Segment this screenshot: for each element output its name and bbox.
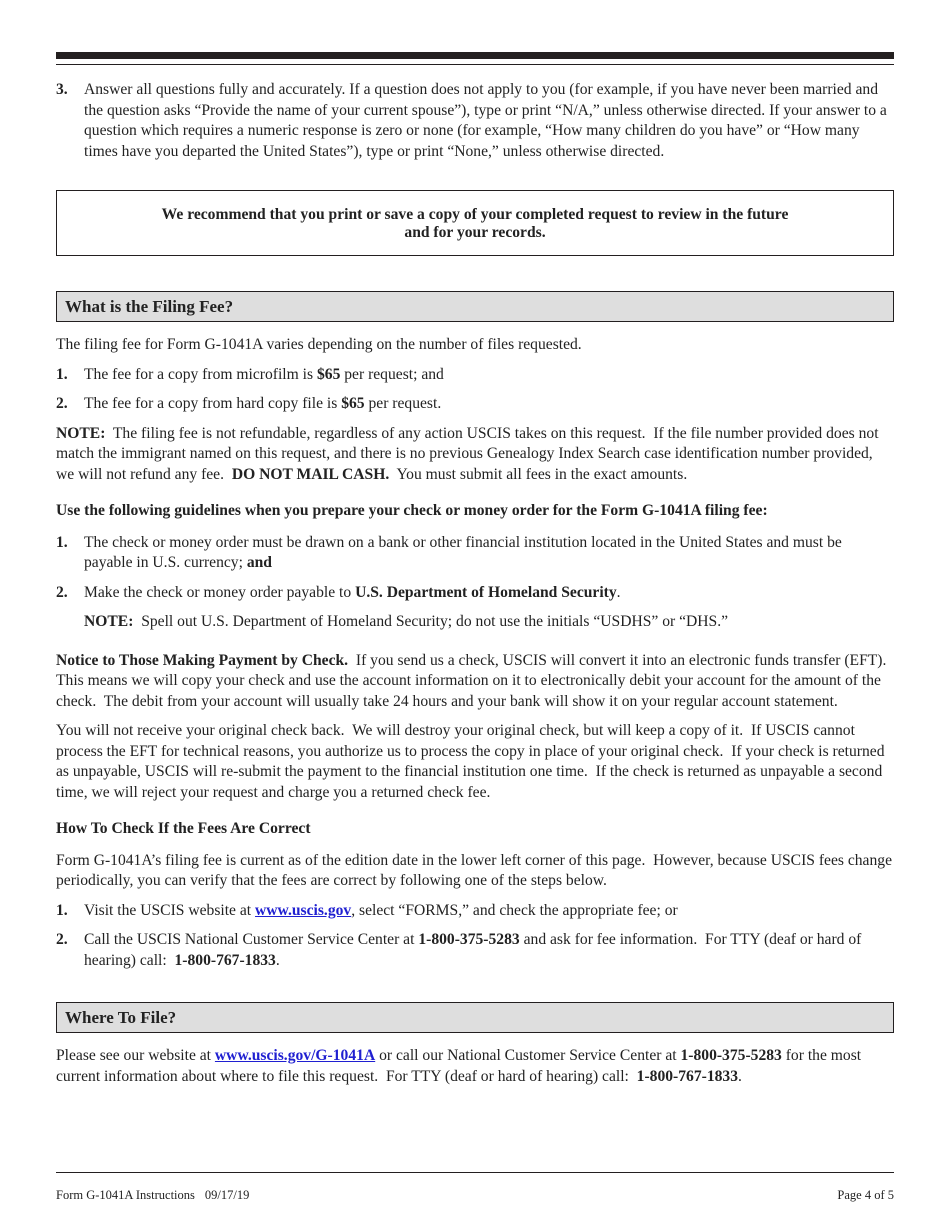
note-label: NOTE: xyxy=(84,613,134,630)
item-number: 1. xyxy=(56,533,68,551)
item-text: The fee for a copy from microfilm is $65 per request; and xyxy=(84,365,444,383)
item-text: Answer all questions fully and accurately. If a question does not apply to you (for example, if you have never been married and the question asks “Provide the name of your current spouse”), type or print “N/A,” unless otherwise directed. If your answer to a question which requires a numeric response is zero or none (for example, “How many children do you have” or “How many times have you departed the United States”), type or print “None,” unless otherwise directed. xyxy=(84,81,887,160)
guideline-item-2 xyxy=(56,583,894,604)
item-text: Call the USCIS National Customer Service Center at 1-800-375-5283 and ask for fee information. For TTY (deaf or hard of hearing) call: 1-800-767-1833. xyxy=(84,931,866,969)
section-header-filing-fee: What is the Filing Fee? xyxy=(56,291,894,322)
tty-number: 1-800-767-1833 xyxy=(174,951,276,969)
footer-form-name: Form G-1041A Instructions xyxy=(56,1188,195,1202)
item-number: 2. xyxy=(56,395,68,412)
fee-item-1 xyxy=(56,365,894,386)
footer-page-number: Page 4 of 5 xyxy=(837,1188,894,1202)
check-payment-notice: Notice to Those Making Payment by Check. If you send us a check, USCIS will convert it into an electronic funds transfer (EFT). This means we will copy your check and use the account information on it to electronically debit your account for the amount of the check. The debit from your account will usually take 24 hours and your bank will show it on your regular account statement. xyxy=(56,651,894,710)
footer-edition-date: 09/17/19 xyxy=(204,1188,250,1202)
recommendation-line-1: We recommend that you print or save a copy of your completed request to review in the future xyxy=(161,206,789,223)
fee-amount: $65 xyxy=(341,395,365,412)
where-to-file-text: Please see our website at www.uscis.gov/G-1041A or call our National Customer Service Center at 1-800-375-5283 for the most current information about where to file this request. For TTY (deaf or hard of hearing) call: 1-800-767-1833. xyxy=(56,1047,866,1085)
uscis-website-link[interactable]: www.uscis.gov xyxy=(255,901,352,919)
item-text: Visit the USCIS website at www.uscis.gov, select “FORMS,” and check the appropriate fee; or xyxy=(84,901,678,919)
check-return-paragraph: You will not receive your original check back. We will destroy your original check, but will keep a copy of it. If USCIS cannot process the EFT for technical reasons, you authorize us to process the copy in place of your original check. If your check is returned as unpayable, USCIS will re-submit the payment to the financial institution one time. If the check is returned as unpayable a second time, we will reject your request and charge you a returned check fee. xyxy=(56,722,889,801)
notice-label: Notice to Those Making Payment by Check. xyxy=(56,651,349,669)
section-header-where-to-file: Where To File? xyxy=(56,1002,894,1033)
fee-amount: $65 xyxy=(316,365,341,383)
phone-number: 1-800-375-5283 xyxy=(418,931,520,948)
top-rule-thin xyxy=(56,64,894,65)
guidelines-heading: Use the following guidelines when you prepare your check or money order for the Form G-1041A filing fee: xyxy=(56,502,768,519)
item-number: 1. xyxy=(56,365,68,383)
recommendation-box xyxy=(56,190,894,256)
verify-item-2 xyxy=(56,930,894,971)
footer-form-info xyxy=(56,1185,249,1206)
verify-fees-intro: Form G-1041A’s filing fee is current as of the edition date in the lower left corner of this page. However, because USCIS fees change periodically, you can verify that the fees are correct by following one of the steps below. xyxy=(56,851,896,889)
g1041a-website-link[interactable]: www.uscis.gov/G-1041A xyxy=(214,1047,376,1064)
payee-name: U.S. Department of Homeland Security xyxy=(355,583,617,601)
guideline-item-1 xyxy=(56,533,894,574)
filing-fee-intro: The filing fee for Form G-1041A varies depending on the number of files requested. xyxy=(56,336,582,353)
top-rule-thick xyxy=(56,52,894,59)
recommendation-line-2: and for your records. xyxy=(404,223,546,241)
verify-item-1 xyxy=(56,901,894,922)
item-text: The fee for a copy from hard copy file is $65 per request. xyxy=(84,395,442,412)
note-label: NOTE: xyxy=(56,424,106,442)
payee-note: NOTE: Spell out U.S. Department of Homeland Security; do not use the initials “USDHS” or “DHS.” xyxy=(84,613,729,630)
footer-rule xyxy=(56,1172,894,1173)
item-number: 2. xyxy=(56,931,68,948)
item-text: The check or money order must be drawn on a bank or other financial institution located in the United States and must be payable in U.S. currency; and xyxy=(84,533,842,571)
item-number: 3. xyxy=(56,81,68,98)
verify-fees-heading: How To Check If the Fees Are Correct xyxy=(56,820,311,837)
fee-item-2 xyxy=(56,394,894,415)
item-number: 2. xyxy=(56,583,68,601)
fee-note: NOTE: The filing fee is not refundable, regardless of any action USCIS takes on this request. If the file number provided does not match the immigrant named on this request, and there is no previous Genealogy Index Search case identification number provided, we will not refund any fee. DO NOT MAIL CASH. You must submit all fees in the exact amounts. xyxy=(56,424,883,483)
instruction-item-3 xyxy=(56,80,894,162)
phone-number: 1-800-375-5283 xyxy=(680,1047,782,1064)
item-text: Make the check or money order payable to U.S. Department of Homeland Security. xyxy=(84,583,621,601)
page-content xyxy=(56,80,894,1096)
item-number: 1. xyxy=(56,901,68,919)
tty-number: 1-800-767-1833 xyxy=(636,1067,739,1085)
no-cash-warning: DO NOT MAIL CASH. xyxy=(231,465,390,483)
